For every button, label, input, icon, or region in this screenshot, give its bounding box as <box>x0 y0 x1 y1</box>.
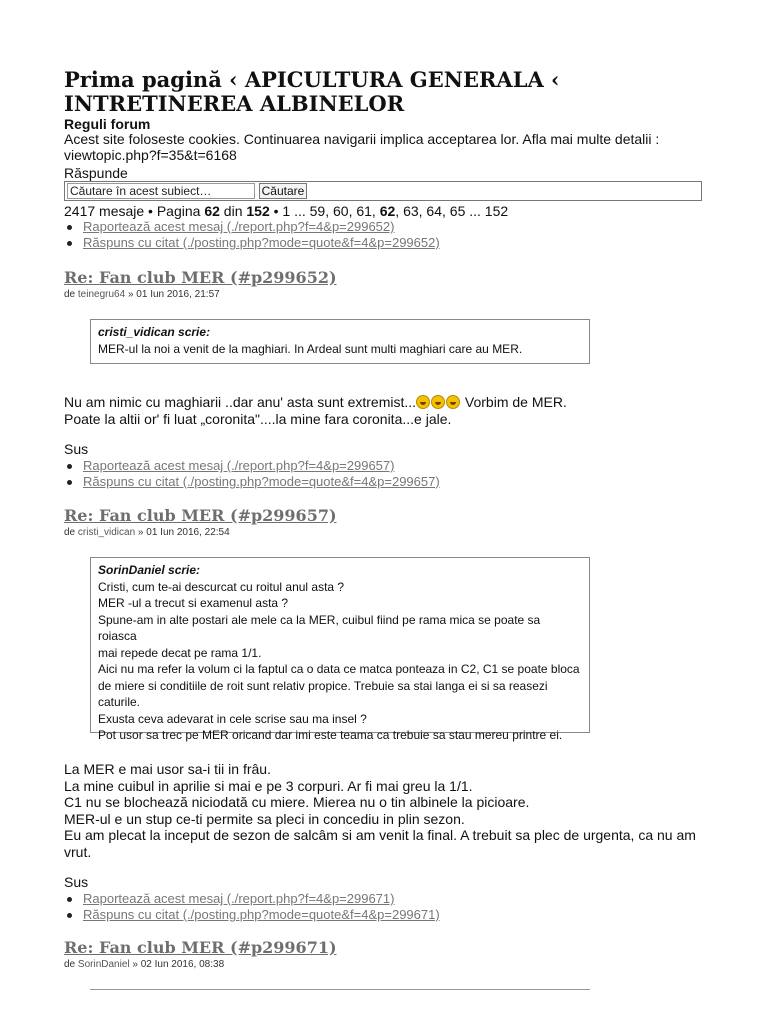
quote-line: Spune-am in alte postari ale mele ca la MER, cuibul fiind pe rama mica se poate sa roiasca <box>98 612 541 643</box>
quote-block <box>90 557 590 742</box>
pagination-pages-after[interactable]: , 63, 64, 65 ... 152 <box>395 203 509 219</box>
pagination-total: 152 <box>246 203 270 219</box>
pagination-prefix: 2417 mesaje • Pagina <box>64 203 205 219</box>
post-title[interactable]: Re: Fan club MER (#p299652) <box>64 268 337 287</box>
quote-line: MER-ul la noi a venit de la maghiari. In Ardeal sunt multi maghiari care au MER. <box>98 341 523 356</box>
body-line: C1 nu se blochează niciodată cu miere. Mierea nu o tin albinele la picioare. <box>64 794 530 810</box>
page-title: Prima pagină ‹ APICULTURA GENERALA ‹ INTRETINEREA ALBINELOR <box>64 67 560 116</box>
post-title[interactable]: Re: Fan club MER (#p299671) <box>64 938 337 957</box>
bullet-icon <box>67 913 72 918</box>
quote-reply-link[interactable]: Răspuns cu citat (./posting.php?mode=quote&f=4&p=299652) <box>83 235 440 250</box>
post-byline <box>64 289 220 301</box>
bullet-icon <box>67 897 72 902</box>
pagination-current: 62 <box>204 203 220 219</box>
post-date: » 02 Iun 2016, 08:38 <box>129 959 225 970</box>
post-date: » 01 Iun 2016, 22:54 <box>135 527 230 538</box>
quote-reply-link[interactable]: Răspuns cu citat (./posting.php?mode=quote&f=4&p=299671) <box>83 907 440 922</box>
body-line <box>64 394 704 411</box>
quote-line: MER -ul a trecut si examenul asta ? <box>98 596 289 610</box>
report-link[interactable]: Raportează acest mesaj (./report.php?f=4&p=299671) <box>83 891 395 906</box>
pagination-pages[interactable]: • 1 ... 59, 60, 61, <box>269 203 380 219</box>
quote-block-top-border <box>90 989 590 990</box>
post-body <box>64 761 704 860</box>
post-author[interactable]: cristi_vidican <box>77 527 136 538</box>
quote-author: SorinDaniel scrie: <box>98 563 201 577</box>
body-line: Eu am plecat la inceput de sezon de salcâm si am venit la final. A trebuit sa plec de urgenta, ca nu am <box>64 827 696 843</box>
cookie-notice: Acest site foloseste cookies. Continuarea navigarii implica acceptarea lor. Afla mai multe detalii : viewtopic.php?f=35&t=6168 <box>64 131 660 163</box>
post-byline <box>64 959 224 971</box>
list-item <box>64 219 440 235</box>
post-actions <box>64 891 440 923</box>
post-byline <box>64 527 230 539</box>
bullet-icon <box>67 480 72 485</box>
post-title[interactable]: Re: Fan club MER (#p299657) <box>64 506 337 525</box>
bullet-icon <box>67 464 72 469</box>
forum-rules-link[interactable]: Reguli forum <box>64 116 151 132</box>
post-author[interactable]: teinegru64 <box>77 289 126 300</box>
bullet-icon <box>67 225 72 230</box>
body-text: Nu am nimic cu maghiarii ..dar anu' asta sunt extremist... <box>64 394 417 410</box>
post-author[interactable]: SorinDaniel <box>77 959 130 970</box>
list-item <box>64 891 440 907</box>
list-item <box>64 907 440 923</box>
laughing-emoji-icon <box>416 395 430 409</box>
body-line: La MER e mai usor sa-i tii in frâu. <box>64 761 271 777</box>
quote-line: mai repede decat pe rama 1/1. <box>98 645 262 660</box>
body-line: MER-ul e un stup ce-ti permite sa pleci in concediu in plin sezon. <box>64 810 465 827</box>
post-body <box>64 394 704 427</box>
search-input[interactable]: Căutare în acest subiect… <box>67 183 255 199</box>
report-link[interactable]: Raportează acest mesaj (./report.php?f=4&p=299657) <box>83 458 395 473</box>
reply-button[interactable]: Răspunde <box>64 165 128 181</box>
list-item <box>64 235 440 251</box>
pagination-pages-current: 62 <box>379 203 396 219</box>
laughing-emoji-icon <box>446 395 460 409</box>
quote-line: Exusta ceva adevarat in cele scrise sau ma insel ? <box>98 711 367 726</box>
search-button[interactable]: Căutare <box>259 183 307 199</box>
quote-line: Pot usor sa trec pe MER oricand dar imi este teama ca trebuie sa stau mereu printre ei. <box>98 728 563 742</box>
byline-prefix: de <box>64 527 78 538</box>
back-to-top-link[interactable]: Sus <box>64 874 89 890</box>
laughing-emoji-icon <box>431 395 445 409</box>
report-link[interactable]: Raportează acest mesaj (./report.php?f=4&p=299652) <box>83 219 395 234</box>
bullet-icon <box>67 241 72 246</box>
top-post-actions <box>64 219 440 251</box>
quote-line: Aici nu ma refer la volum ci la faptul ca o data ce matca ponteaza in C2, C1 se poate bloca <box>98 662 580 676</box>
quote-line: caturile. <box>98 695 141 709</box>
body-line: vrut. <box>64 843 92 860</box>
body-line: La mine cuibul in aprilie si mai e pe 3 corpuri. Ar fi mai greu la 1/1. <box>64 777 473 794</box>
body-text: Vorbim de MER. <box>464 394 567 410</box>
pagination-of: din <box>219 203 247 219</box>
list-item <box>64 474 440 490</box>
search-form <box>64 181 702 201</box>
byline-prefix: de <box>64 959 78 970</box>
quote-block <box>90 319 590 364</box>
body-line: Poate la altii or' fi luat „coronita"....la mine fara coronita...e jale. <box>64 410 452 427</box>
post-actions <box>64 458 440 490</box>
post-date: » 01 Iun 2016, 21:57 <box>125 289 220 300</box>
quote-line: Cristi, cum te-ai descurcat cu roitul anul asta ? <box>98 579 345 594</box>
pagination <box>64 203 508 219</box>
quote-author: cristi_vidican scrie: <box>98 325 211 339</box>
quote-reply-link[interactable]: Răspuns cu citat (./posting.php?mode=quote&f=4&p=299657) <box>83 474 440 489</box>
byline-prefix: de <box>64 289 78 300</box>
list-item <box>64 458 440 474</box>
quote-line: de miere si conditiile de roit sunt relativ propice. Trebuie sa stai langa ei si sa reasezi <box>98 678 548 693</box>
back-to-top-link[interactable]: Sus <box>64 441 89 457</box>
